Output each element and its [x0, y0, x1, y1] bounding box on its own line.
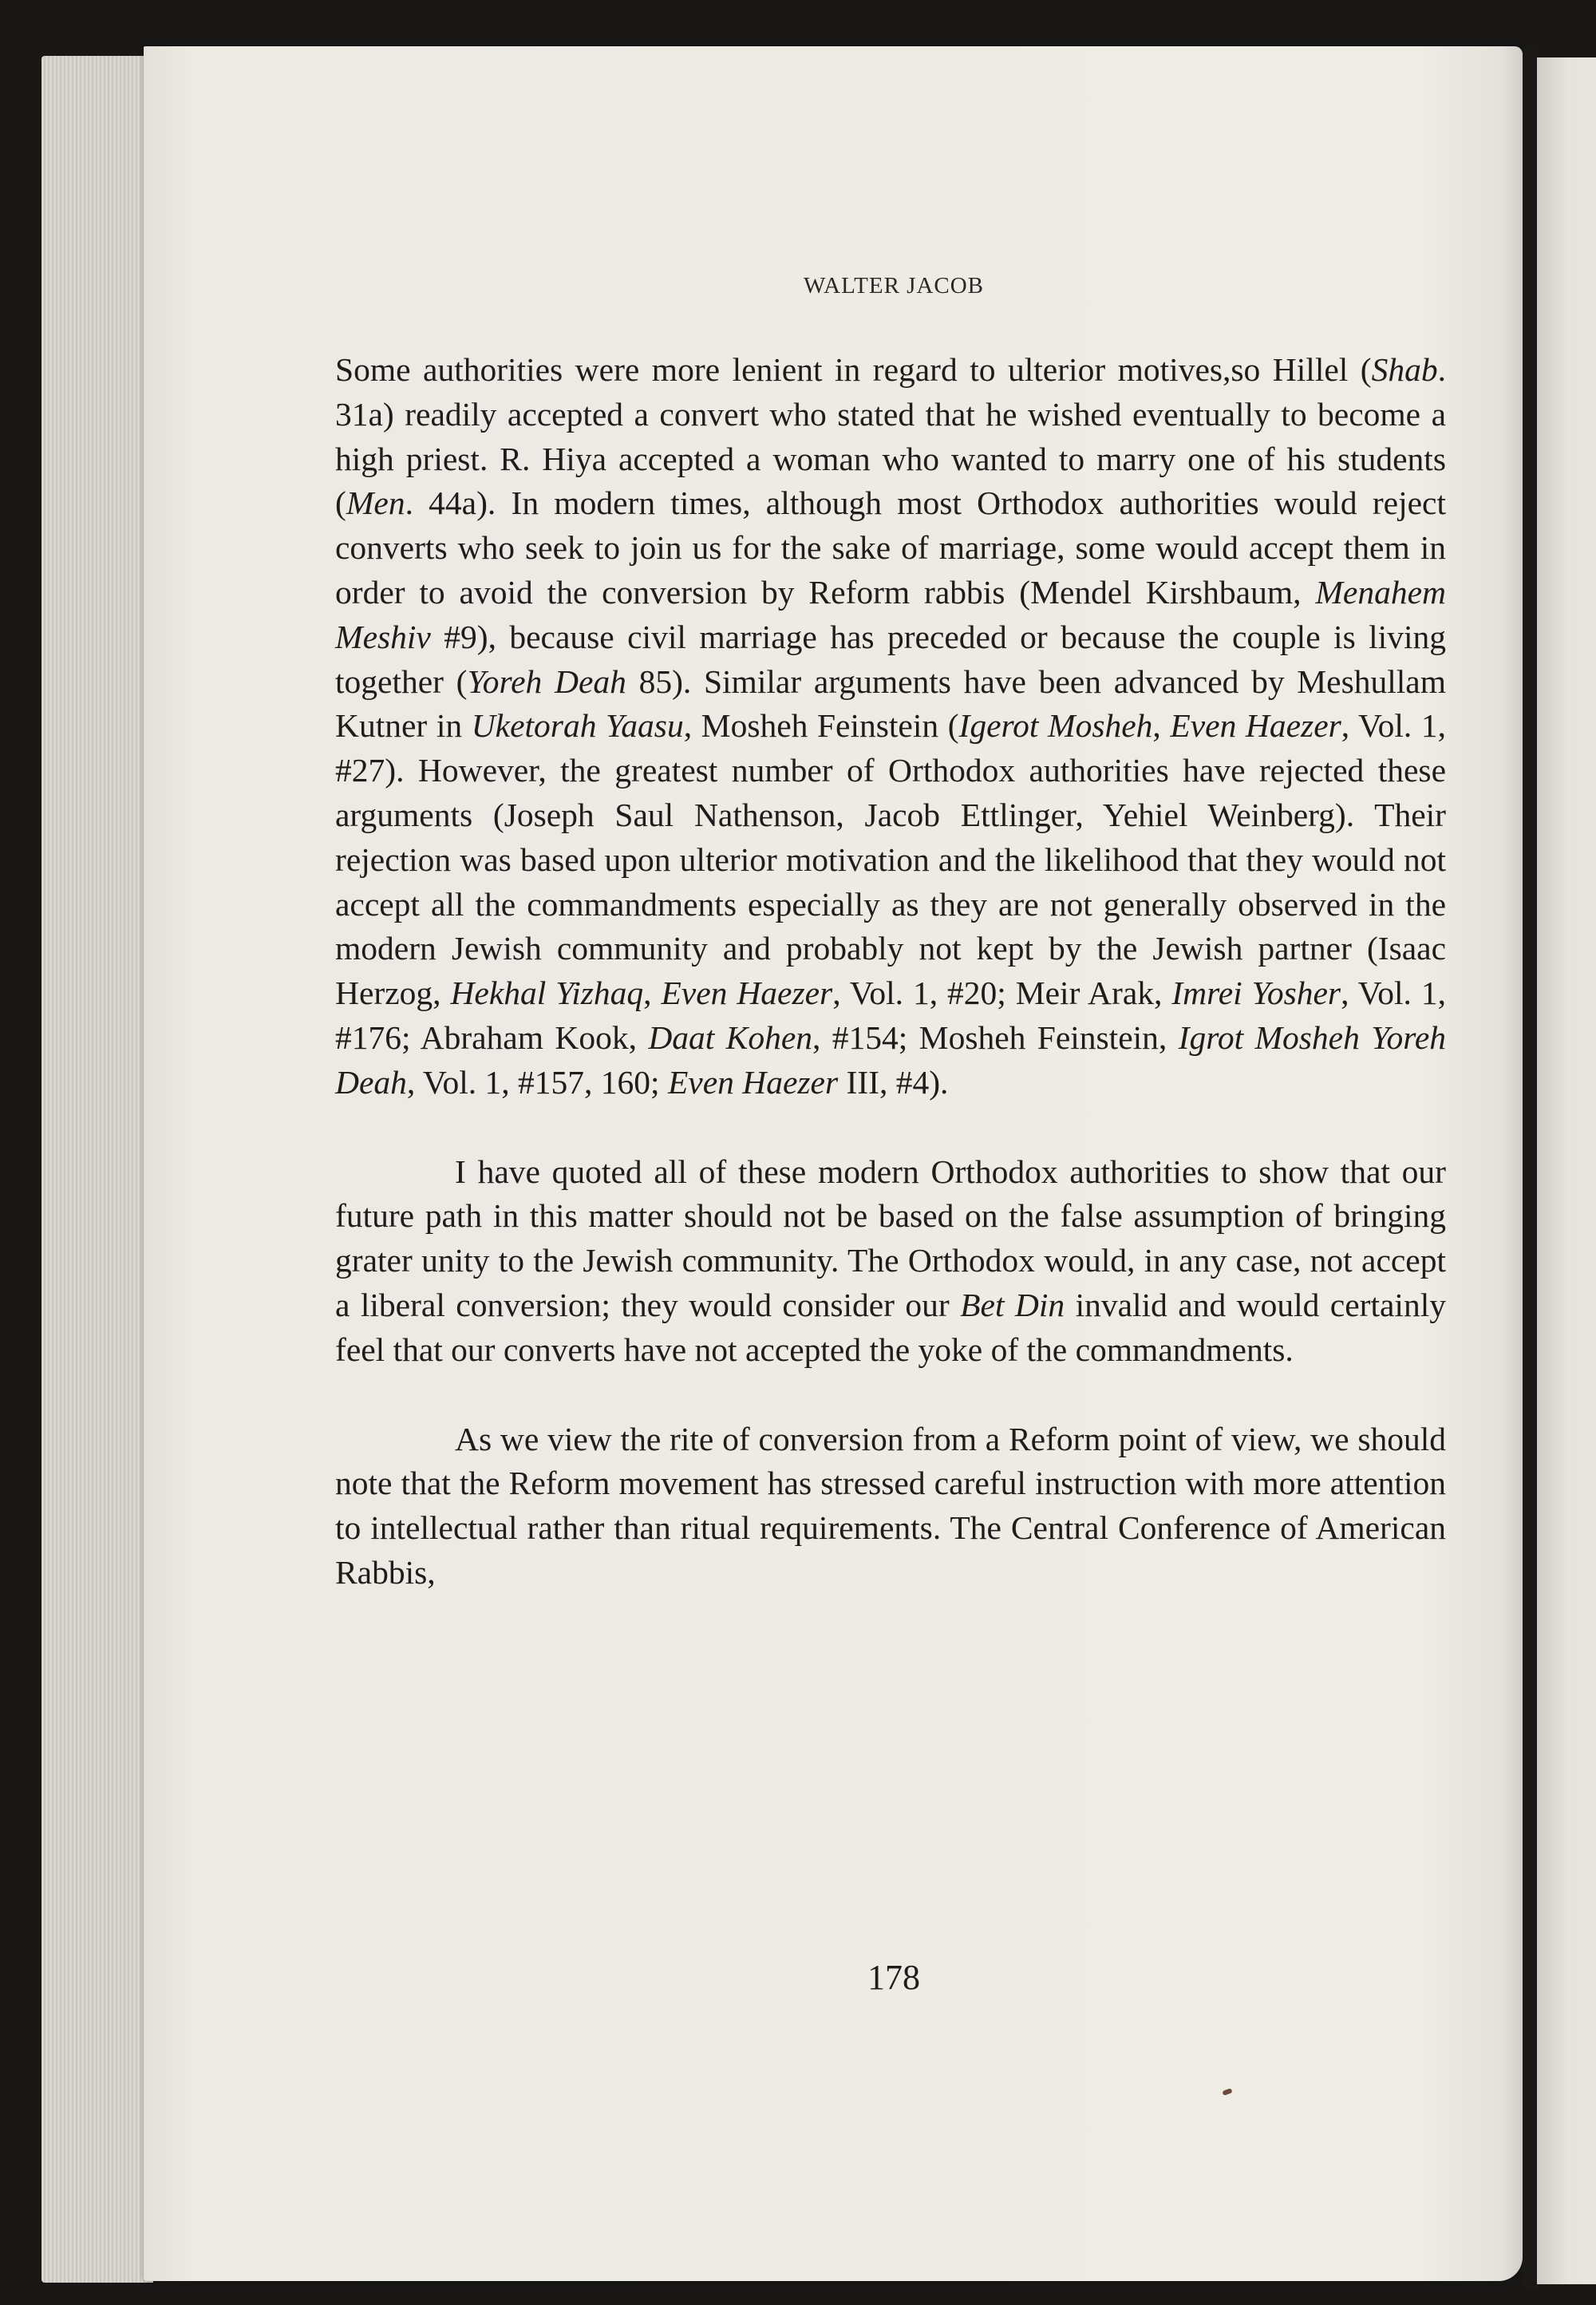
- italic-title: Menahem Meshiv: [335, 573, 1446, 655]
- text-run: I have quoted all of these modern Orthodox authorities to show that our future path in this matter should not be based on the false assumption of bringing grater unity to the Jewish community. The Orthodox would, in any case, not accept a liberal conversion; they would consider our: [335, 1152, 1446, 1323]
- italic-title: Shab: [1371, 351, 1438, 388]
- text-run: , Mosheh Feinstein (: [683, 707, 959, 745]
- italic-title: Yoreh Deah: [467, 662, 626, 700]
- italic-title: Daat Kohen: [648, 1018, 813, 1056]
- text-run: , Vol. 1, #157, 160;: [406, 1063, 668, 1101]
- italic-title: Even Haezer: [661, 975, 833, 1012]
- page-number: 178: [867, 1958, 920, 1997]
- italic-title: Imrei Yosher: [1171, 975, 1341, 1012]
- text-run: #9), because civil marriage has preceded or because the couple is living together (: [335, 618, 1446, 700]
- running-head: WALTER JACOB: [803, 273, 985, 299]
- italic-title: Bet Din: [960, 1286, 1065, 1323]
- text-run: , Vol. 1, #176; Abraham Kook,: [335, 975, 1446, 1056]
- text-run: , Vol. 1, #27). However, the greatest number of Orthodox authorities have rejected these arguments (Joseph Saul Nathenson, Jacob Ettlinger, Yehiel Weinberg). Their rejection was based upon ulterior motivation and the likelihood that they would not accept all the commandments especially as they are not generally observed in the modern Jewish community and probably not kept by the Jewish partner (Isaac Herzog,: [335, 707, 1446, 1012]
- text-run: 85). Similar arguments have been advanced by Meshullam Kutner in: [335, 662, 1446, 745]
- text-run: . 44a). In modern times, although most Orthodox authorities would reject converts who seek to join us for the sake of marriage, some would accept them in order to avoid the conversion by Reform rabbis (Mendel Kirshbaum,: [335, 484, 1446, 611]
- page-stack-edges: [41, 56, 153, 2283]
- text-run: ,: [1152, 707, 1171, 745]
- text-run: invalid and would certainly feel that our converts have not accepted the yoke of the commandments.: [335, 1286, 1446, 1368]
- text-run: , Vol. 1, #20; Meir Arak,: [832, 975, 1172, 1012]
- italic-title: Even Haezer: [1170, 707, 1341, 745]
- text-run: As we view the rite of conversion from a Reform point of view, we should note that the Reform movement has stressed careful instruction with more attention to intellectual rather than ritual requirements. The Central Conference of American Rabbis,: [335, 1420, 1446, 1591]
- italic-title: Igerot Mosheh: [958, 707, 1153, 745]
- italic-title: Hekhal Yizhaq: [450, 975, 644, 1012]
- paragraph-2: [335, 1150, 1446, 1373]
- paragraph-1: [335, 348, 1446, 1105]
- paragraph-3: [335, 1417, 1446, 1595]
- text-run: , #154; Mosheh Feinstein,: [812, 1018, 1179, 1056]
- text-run: Some authorities were more lenient in regard to ulterior motives,so Hillel (: [335, 351, 1372, 388]
- text-run: . 31a) readily accepted a convert who stated that he wished eventually to become a high priest. R. Hiya accepted a woman who wanted to marry one of his students (: [335, 351, 1446, 522]
- italic-title: Uketorah Yaasu: [471, 707, 684, 745]
- text-run: III, #4).: [838, 1063, 949, 1101]
- text-run: ,: [643, 975, 662, 1012]
- book-gutter: [1523, 46, 1539, 2289]
- italic-title: Even Haezer: [667, 1063, 839, 1101]
- body-text: [335, 348, 1446, 1595]
- facing-page-edge: [1537, 57, 1596, 2284]
- italic-title: Men: [346, 484, 405, 522]
- italic-title: Igrot Mosheh Yoreh Deah: [335, 1018, 1447, 1101]
